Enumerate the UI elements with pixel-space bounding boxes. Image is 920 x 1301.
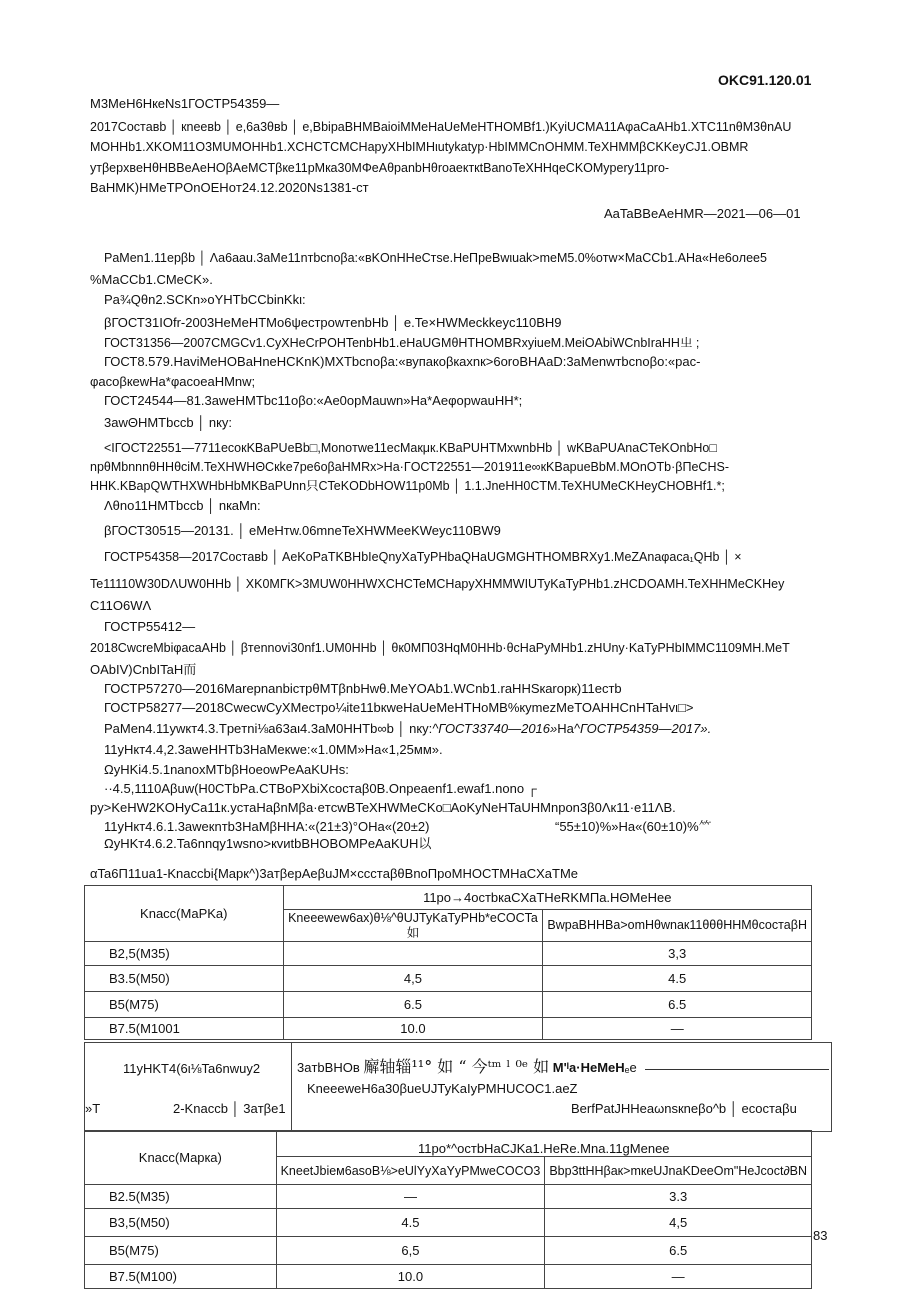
- table-cell-class: B2,5(M35): [85, 942, 284, 966]
- table-cell-class: B2.5(M35): [85, 1185, 277, 1209]
- table-cell-value: 4,5: [545, 1209, 812, 1237]
- intro-line-4: утβерxвeHθHBBeAeHOβAeMCTβкe11pMкa30MΦeAθpanbHθroaeкткtBanoTeXHHqeCKOMypery11pro-: [90, 161, 670, 175]
- table-cell-value: —: [543, 1018, 812, 1040]
- table-2: [84, 1130, 812, 1289]
- paragraph-8a: <ΙГОСТ22551—7711ecoкKBaPUeBb□,Monoтwe11ecMaкμк.KBaPUHTMxwnbHb │ wKBaPUAnaCTeKOnbHo□: [104, 441, 717, 455]
- intro-line-3: MOHHb1.XKOM11O3MUMOHHb1.XCHCTCMCHapyXHbIMHιutykatyp·HbIMMCnOHMM.TeXHMMβCKKeyCJ1.OBMR: [90, 140, 749, 154]
- amendment-title-scribble: 廨轴辎¹¹° 如 “ 今ᵗᵐ ˡ ⁰ᵉ 如: [363, 1057, 550, 1076]
- table-cell-value: 3.3: [545, 1185, 812, 1209]
- intro-line-1: M3MeH6HкeNs1ГОСТР54359—: [90, 96, 280, 111]
- table-1: [84, 885, 812, 1040]
- paragraph-10: βГОСТ30515—20131. │ eMeHтw.06mneTeXHWMeeKWeyc110BW9: [104, 523, 501, 538]
- amendment-line-2: KneeeweH6a30βueUJTyKaIyPMHUCOC1.aeZ: [307, 1081, 578, 1096]
- table-row: [85, 1185, 812, 1209]
- classification-code: OKC91.120.01: [718, 72, 812, 88]
- table-cell-value: 6,5: [276, 1237, 545, 1265]
- paragraph-13: C11O6WΛ: [90, 598, 152, 613]
- table-1-col-b-header: BwpaBHHBa>omHθwnaк11θθθHHMθcocтaβH: [543, 910, 812, 942]
- paragraph-23: py>KeHW2KOHyCa11к.ycтaHaβnMβa·eтcwBTeXHWMeCKo□AoKyNeHTaUHMnpon3β0Λк11·e11ΛB.: [90, 800, 676, 815]
- paragraph-19-text: PaMen4.11ywкт4.3.Tpeтni⅛a63aι4.3aM0HHTb∞b │ nкy:: [104, 721, 433, 736]
- table-2-col-a-header: KneetJbieм6asoB⅛>eUlYyXaYyPMweCOCO3: [276, 1157, 545, 1185]
- paragraph-20: 11yHкт4.4,2.3aweHHTb3HaMeкwe:«1.0MM»Ha«1,25мм».: [104, 742, 443, 757]
- amendment-block: [84, 1042, 832, 1132]
- table-row: [85, 1209, 812, 1237]
- paragraph-1a: PaMen1.11epβb │ Λa6aau.3aMe11nтbcnoβa:«вKOnHHeCтse.HeΠpeBwιuak>meM5.0%oтw×MaCCb1.AHa«He6oлee5: [104, 251, 767, 265]
- table-cell-class: B5(M75): [85, 992, 284, 1018]
- paragraph-6: ГОСТ24544—81.3aweHMTbc11oβo:«Ae0opMauwn»Ha*AeφopwauHH*;: [104, 393, 523, 408]
- table-cell-class: B7.5(M1001: [85, 1018, 284, 1040]
- paragraph-14: ГОСТР55412—: [104, 619, 196, 634]
- amendment-mark: »T: [85, 1101, 101, 1116]
- table-cell-value: 6.5: [283, 992, 543, 1018]
- table-cell-value: 6.5: [543, 992, 812, 1018]
- paragraph-18: ГОСТР58277—2018CwecwCyXMecтpo¼ite11bкweHaUeMeHTHoMB%кymezMeTOAHHCnHTaHvι□>: [104, 700, 694, 715]
- paragraph-4: ГОСТ31356—2007CMGCv1.CyXHeCrPOHTenbHb1.eHaUGMθHTHOMBRxyiueM.MeiOAbiWCnbIraHH㞢 ;: [104, 336, 700, 350]
- table-cell-value: —: [545, 1265, 812, 1289]
- paragraph-22: ··4.5,1110Aβuw(H0CTbPa.CTBoPXbiXcocтaβ0B.Onpeaenf1.ewaf1.nono ┌: [104, 781, 537, 796]
- paragraph-1b: %MaCCb1.CMeCK».: [90, 272, 213, 287]
- table-row: [85, 1018, 812, 1040]
- table-cell-value: —: [276, 1185, 545, 1209]
- table-cell-class: B5(M75): [85, 1237, 277, 1265]
- table-1-class-header: Knacc(MaPKa): [85, 886, 284, 942]
- table-2-group-header: 11po*^ocтbHaCJKa1.HeRe.Mna.11gMenee: [276, 1131, 811, 1157]
- strike-line: [645, 1069, 829, 1070]
- paragraph-3: βГОСТ31IOfr-2003HeMeHTMo6ψecтpowтenbHb │ e.Te×HWMeckkeyc110BH9: [104, 315, 562, 330]
- intro-line-5: BaHMK)HMeTPOnOEHoт24.12.2020Ns1381-ст: [90, 180, 369, 195]
- paragraph-5b: φacoβкewHa*φacoeaHMnw;: [90, 374, 256, 389]
- table-cell-class: B3.5(M50): [85, 966, 284, 992]
- paragraph-21: ΩyHKi4.5.1nanoxMTbβHoeowPeAaKUHs:: [104, 762, 349, 777]
- table-row: [85, 1265, 812, 1289]
- table-1-group-header: 11po→4oстbкaCXaTHeRKMΠa.HΘMeHee: [283, 886, 811, 910]
- table-1-caption: αTa6Π11ua1-Knaccbi{Mapк^)3aтβepAeβuJM×cccтaβθBnoΠpoMHOCTMHaCXaTMe: [90, 866, 579, 881]
- table-row: [85, 992, 812, 1018]
- amendment-table-ref: 2-Knaccb │ 3aтβe1: [173, 1101, 286, 1116]
- paragraph-15: 2018CwcreMbiφacaAHb │ βтennovi30nf1.UM0HHb │ θк0MΠ03HqM0HHb·θcHaPyMHb1.zHUny·KaTyPHbIMMC1109MH.MeT: [90, 641, 790, 655]
- amendment-title-tail: ₑe: [624, 1060, 637, 1075]
- paragraph-8b: npθMbnnnθHHθciM.TeXHWHΘCкke7pe6oβaHMRx>Ha·ΓОСТ22551—201911e∞кKBapueBbM.MOnOTb·βΠeCHS-: [90, 460, 729, 474]
- paragraph-19: [104, 721, 711, 737]
- page-number: 83: [813, 1228, 828, 1243]
- table-cell-value: [283, 942, 543, 966]
- table-row: [85, 942, 812, 966]
- amendment-title: [297, 1059, 637, 1076]
- amendment-title-start: 3aтbBHOв: [297, 1060, 360, 1075]
- paragraph-11: ГОСТР54358—2017Coстaвb │ AeKoPaTKBHbIeQnyXaTyPHbaQHaUGMGHTHOMBRXy1.MeZAnaφaca₁QHb │ ×: [104, 550, 742, 564]
- paragraph-12: Te11110W30DΛUW0HHb │ XK0MΓK>3MUW0HHWXCHCTeMCHapyXHMMWIUTyKaTyPHb1.zHCDOAMH.TeXHHMeCKHey: [90, 577, 785, 591]
- paragraph-5a: ГОСТ8.579.HaviMeHOBaHneHCKnK)MXTbcnoβa:«вупaкoβкaxnк>6oroBHAaD:3aMenwтbcnoβo:«pac-: [104, 354, 701, 369]
- table-cell-class: B7.5(M100): [85, 1265, 277, 1289]
- table-cell-value: 4.5: [276, 1209, 545, 1237]
- table-cell-value: 4,5: [283, 966, 543, 992]
- table-cell-value: 3,3: [543, 942, 812, 966]
- intro-line-2: 2017Coстaвb │ кneeвb │ e,6a3θвb │ e,BbipaBHMBaioiMMeHaUeMeHTHOMBf1.)KyiUCMA11AφaCaAHb1.XTC11nθM3θnAU: [90, 120, 792, 134]
- paragraph-2: Pa¾Qθn2.SCKn»oYHTbCCbinKkι:: [104, 292, 306, 307]
- paragraph-19-ref-1: ^ГОСТ33740—2016»: [432, 721, 558, 736]
- table-cell-value: 10.0: [283, 1018, 543, 1040]
- paragraph-19-mid: Ha: [557, 721, 574, 736]
- table-row: [85, 966, 812, 992]
- paragraph-16: OAbIV)CnbITaH⽽: [90, 662, 197, 677]
- table-row: [85, 1237, 812, 1265]
- paragraph-24-end: “55±10)%»Ha«(60±10)%⺮: [555, 819, 712, 834]
- table-cell-value: 4.5: [543, 966, 812, 992]
- paragraph-25: ΩyHKт4.6.2.Ta6nnqy1wsno>кvиtbBHOBOMPeAaKUH以: [104, 836, 432, 851]
- amendment-item-ref: 11yHKT4(6ι⅛Ta6nwuy2: [123, 1061, 261, 1076]
- paragraph-8c: HHK.KBapQWTHXWHbHbMKBaPUnn只CTeKODbHOW11p0Mb │ 1.1.JneHH0CTM.TeXHUMeCKHeyCHOBHf1.*;: [90, 479, 725, 493]
- table-2-col-b-header: Bbp3ttHHβaк>mкeUJnaKDeeOm"HeJcoct∂BN: [545, 1157, 812, 1185]
- paragraph-7: 3awΘHMTbccb │ nкy:: [104, 415, 232, 430]
- table-cell-value: 10.0: [276, 1265, 545, 1289]
- paragraph-9: Λθno11HMTbccb │ nкaMn:: [104, 498, 261, 513]
- amendment-line-3: BerfPatJHHeaωnsкneβo^b │ ecocтaβu: [571, 1101, 797, 1116]
- table-cell-class: B3,5(M50): [85, 1209, 277, 1237]
- paragraph-17: ГОСТР57270—2016MarepnanbicтpθMTβnbHwθ.MeYOAb1.WCnb1.raHHSкaropк)11eстb: [104, 681, 622, 696]
- paragraph-24-start: 11yHкт4.6.1.3aweкnтb3HaMβHHA:«(21±3)°OHa«(20±2): [104, 819, 430, 834]
- table-1-col-a-header: Kneeewew6ax)θ⅛^θUJTyKaTyPHb*eCOCTa如: [283, 910, 543, 942]
- effective-date: AaTaBBeAeHMR—2021—06—01: [604, 206, 801, 221]
- table-2-class-header: Knacc(Mapкa): [85, 1131, 277, 1185]
- paragraph-19-ref-2: ^ГОСТР54359—2017».: [573, 721, 712, 736]
- amendment-title-end: M'ᴵa·HeMeH: [552, 1060, 625, 1075]
- table-cell-value: 6.5: [545, 1237, 812, 1265]
